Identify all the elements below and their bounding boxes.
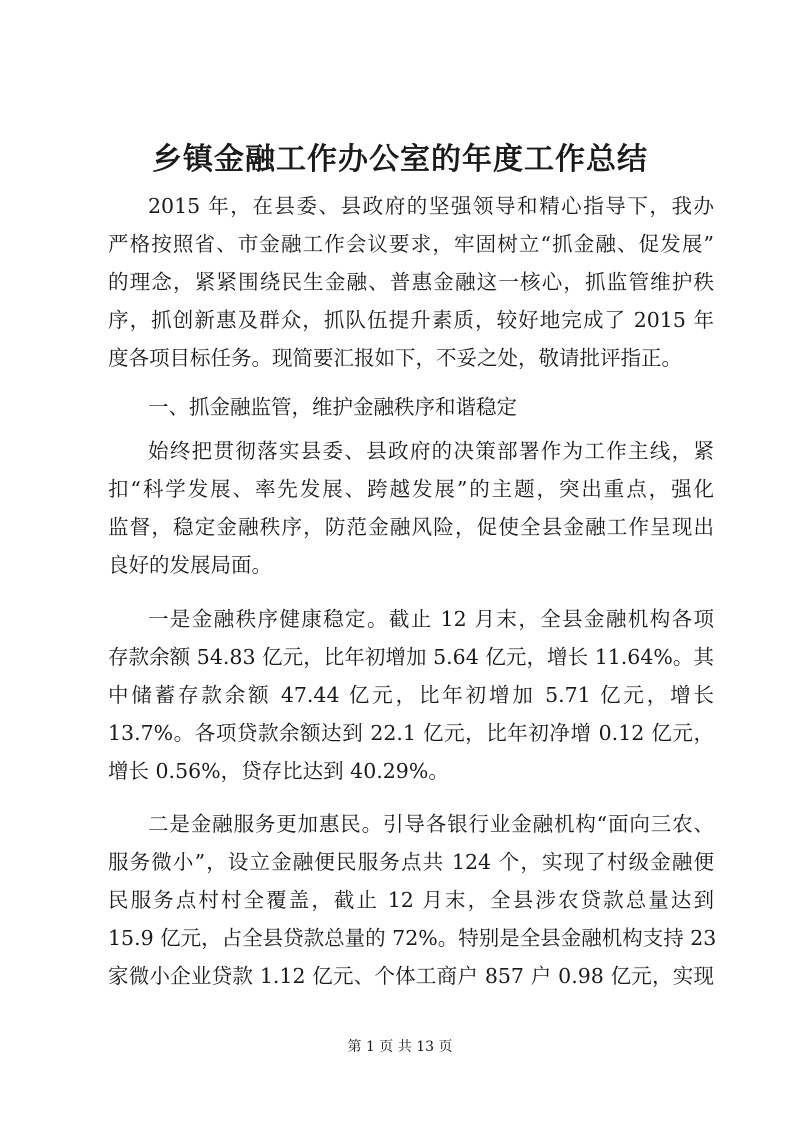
paragraph-line: 服务微小”，设立金融便民服务点共 124 个，实现了村级金融便 bbox=[108, 850, 714, 874]
paragraph-line: 13.7%。各项贷款余额达到 22.1 亿元，比年初净增 0.12 亿元， bbox=[108, 721, 714, 745]
paragraph-line: 的理念，紧紧围绕民生金融、普惠金融这一核心，抓监管维护秩 bbox=[108, 270, 714, 294]
document-title: 乡镇金融工作办公室的年度工作总结 bbox=[152, 142, 648, 177]
section-heading: 一、抓金融监管，维护金融秩序和谐稳定 bbox=[148, 395, 517, 419]
paragraph-line: 扣“科学发展、率先发展、跨越发展”的主题，突出重点，强化 bbox=[108, 477, 714, 501]
page-footer: 第 1 页 共 13 页 bbox=[347, 1039, 453, 1055]
paragraph-line: 良好的发展局面。 bbox=[108, 553, 272, 577]
paragraph-line: 15.9 亿元，占全县贷款总量的 72%。特别是全县金融机构支持 23 bbox=[108, 926, 717, 950]
paragraph-line: 家微小企业贷款 1.12 亿元、个体工商户 857 户 0.98 亿元，实现 bbox=[108, 964, 714, 988]
paragraph-line: 监督，稳定金融秩序，防范金融风险，促使全县金融工作呈现出 bbox=[108, 515, 714, 539]
paragraph-line: 一是金融秩序健康稳定。截止 12 月末，全县金融机构各项 bbox=[148, 607, 714, 631]
paragraph-line: 序，抓创新惠及群众，抓队伍提升素质，较好地完成了 2015 年 bbox=[108, 308, 714, 332]
paragraph-line: 中储蓄存款余额 47.44 亿元，比年初增加 5.71 亿元，增长 bbox=[108, 683, 714, 707]
paragraph-line: 度各项目标任务。现简要汇报如下，不妥之处，敬请批评指正。 bbox=[108, 346, 682, 370]
paragraph-line: 二是金融服务更加惠民。引导各银行业金融机构“面向三农、 bbox=[148, 812, 714, 836]
paragraph-line: 存款余额 54.83 亿元，比年初增加 5.64 亿元，增长 11.64%。其 bbox=[108, 645, 714, 669]
paragraph-line: 严格按照省、市金融工作会议要求，牢固树立“抓金融、促发展” bbox=[108, 232, 714, 256]
paragraph-line: 2015 年，在县委、县政府的坚强领导和精心指导下，我办 bbox=[148, 194, 714, 218]
paragraph-line: 始终把贯彻落实县委、县政府的决策部署作为工作主线，紧 bbox=[148, 439, 714, 463]
paragraph-line: 增长 0.56%，贷存比达到 40.29%。 bbox=[108, 759, 449, 783]
paragraph-line: 民服务点村村全覆盖，截止 12 月末，全县涉农贷款总量达到 bbox=[108, 888, 714, 912]
